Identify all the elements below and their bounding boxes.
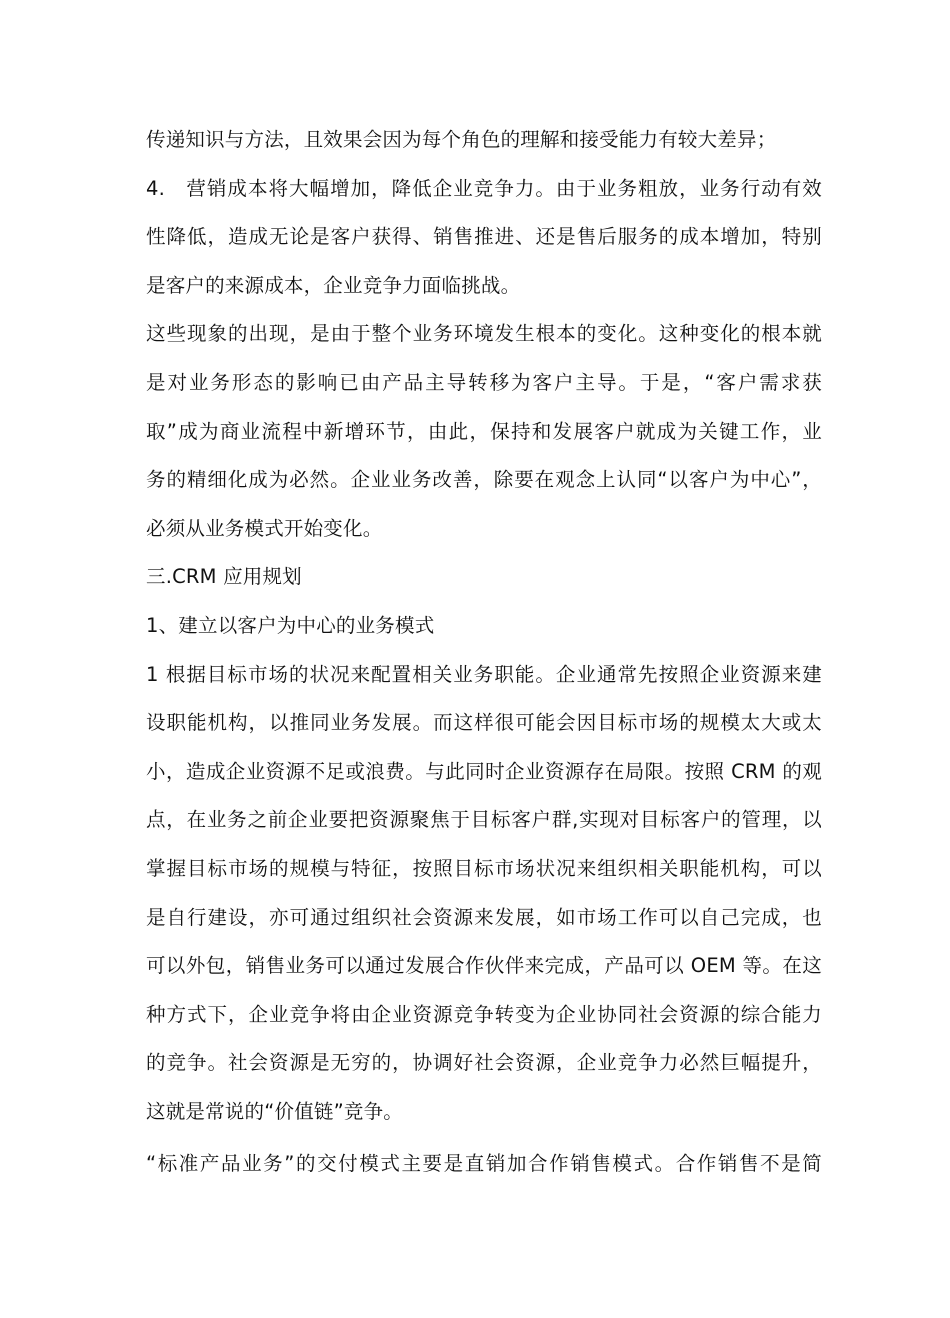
paragraph-line: 小，造成企业资源不足或浪费。与此同时企业资源存在局限。按照 CRM 的观 — [146, 759, 822, 783]
subsection-heading: 1、建立以客户为中心的业务模式 — [146, 613, 435, 637]
paragraph-line: 1 根据目标市场的状况来配置相关业务职能。企业通常先按照企业资源来建 — [146, 662, 822, 686]
section-heading: 三.CRM 应用规划 — [146, 565, 302, 589]
paragraph-line: 可以外包，销售业务可以通过发展合作伙伴来完成，产品可以 OEM 等。在这 — [146, 954, 822, 978]
text-line: 是客户的来源成本，企业竞争力面临挑战。 — [146, 273, 521, 297]
paragraph-line: 种方式下，企业竞争将由企业资源竞争转变为企业协同社会资源的综合能力 — [146, 1002, 822, 1026]
text-line: 性降低，造成无论是客户获得、销售推进、还是售后服务的成本增加，特别 — [146, 225, 822, 249]
paragraph-line: 的竞争。社会资源是无穷的，协调好社会资源，企业竞争力必然巨幅提升， — [146, 1051, 822, 1075]
paragraph-line: 这些现象的出现，是由于整个业务环境发生根本的变化。这种变化的根本就 — [146, 322, 822, 346]
text-line: 传递知识与方法，且效果会因为每个角色的理解和接受能力有较大差异； — [146, 128, 777, 151]
paragraph-line: 取”成为商业流程中新增环节，由此，保持和发展客户就成为关键工作，业 — [146, 419, 822, 443]
paragraph-line: 掌握目标市场的规模与特征，按照目标市场状况来组织相关职能机构，可以 — [146, 856, 822, 880]
paragraph-line: 是对业务形态的影响已由产品主导转移为客户主导。于是，“客户需求获 — [146, 370, 822, 394]
paragraph-line: 是自行建设，亦可通过组织社会资源来发展，如市场工作可以自己完成，也 — [146, 905, 822, 929]
paragraph-line: 点，在业务之前企业要把资源聚焦于目标客户群,实现对目标客户的管理，以 — [146, 808, 822, 832]
document-body — [146, 116, 822, 1189]
paragraph-line: 设职能机构，以推同业务发展。而这样很可能会因目标市场的规模太大或太 — [146, 711, 822, 735]
paragraph-line: 这就是常说的“价值链”竞争。 — [146, 1099, 404, 1123]
list-item-4-line: 4. 营销成本将大幅增加，降低企业竞争力。由于业务粗放，业务行动有效 — [146, 176, 822, 200]
paragraph-line: 必须从业务模式开始变化。 — [146, 516, 383, 540]
paragraph-line: “标准产品业务”的交付模式主要是直销加合作销售模式。合作销售不是简 — [146, 1152, 822, 1176]
paragraph-line: 务的精细化成为必然。企业业务改善，除要在观念上认同“以客户为中心”， — [146, 468, 822, 492]
